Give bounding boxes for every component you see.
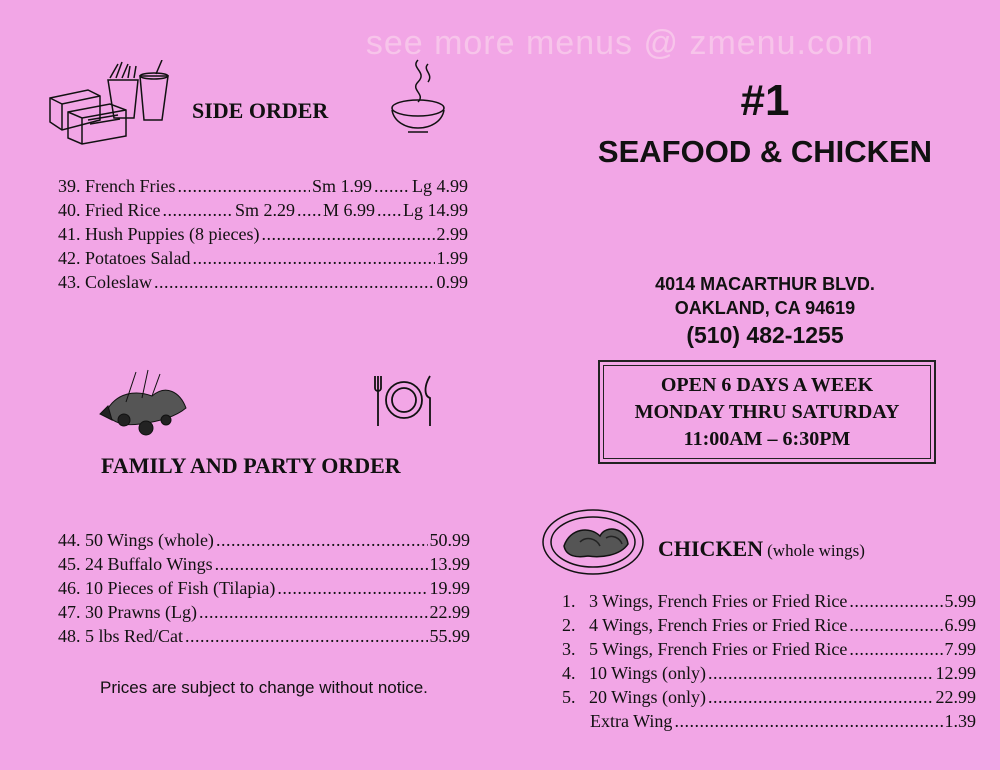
list-item: 1. 3 Wings, French Fries or Fried Rice ..... 5.99 [562, 589, 976, 613]
family-party-title: FAMILY AND PARTY ORDER [101, 453, 401, 478]
soup-bowl-icon [388, 56, 450, 146]
list-item: 42. Potatoes Salad ..... 1.99 [58, 246, 468, 270]
list-item: 41. Hush Puppies (8 pieces) ..... 2.99 [58, 222, 468, 246]
list-item: 48. 5 lbs Red/Cat ..... 55.99 [58, 624, 470, 648]
hours-line-3: 11:00AM – 6:30PM [683, 428, 851, 450]
list-item: 43. Coleslaw ..... 0.99 [58, 270, 468, 294]
hours-line-2: MONDAY THRU SATURDAY [634, 401, 900, 423]
restaurant-number: #1 [740, 76, 790, 125]
list-item: 5. 20 Wings (only) ..... 22.99 [562, 685, 976, 709]
list-item: 2. 4 Wings, French Fries or Fried Rice ..... 6.99 [562, 613, 976, 637]
address-line-1: 4014 MACARTHUR BLVD. [655, 274, 875, 294]
list-item: 47. 30 Prawns (Lg) ..... 22.99 [58, 600, 470, 624]
list-item: Extra Wing ..... 1.39 [562, 709, 976, 733]
price-note: Prices are subject to change without notice. [100, 678, 428, 697]
family-party-list [58, 528, 470, 648]
chicken-subtitle: (whole wings) [767, 541, 865, 560]
side-order-list [58, 174, 468, 294]
chicken-title: CHICKEN [658, 536, 764, 561]
side-order-title: SIDE ORDER [192, 98, 329, 123]
hours-line-1: OPEN 6 DAYS A WEEK [660, 374, 874, 396]
chicken-heading [658, 536, 865, 562]
address-line-2: OAKLAND, CA 94619 [674, 298, 856, 318]
list-item: 39. French Fries ..... Sm 1.99 ..... Lg 4.99 [58, 174, 468, 198]
phone-number: (510) 482-1255 [686, 322, 844, 348]
chicken-list [562, 589, 976, 733]
seafood-platter-icon [96, 362, 192, 442]
list-item: 3. 5 Wings, French Fries or Fried Rice ..... 7.99 [562, 637, 976, 661]
list-item: 40. Fried Rice ..... Sm 2.29 ..... M 6.99 ..... Lg 14.99 [58, 198, 468, 222]
chicken-wings-plate-icon [540, 506, 646, 578]
list-item: 46. 10 Pieces of Fish (Tilapia) ..... 19.99 [58, 576, 470, 600]
restaurant-name: SEAFOOD & CHICKEN [597, 134, 933, 169]
plate-fork-knife-icon [372, 372, 436, 430]
list-item: 4. 10 Wings (only) ..... 12.99 [562, 661, 976, 685]
fries-drink-box-icon [48, 60, 172, 150]
hours-box [598, 360, 936, 464]
list-item: 44. 50 Wings (whole) ..... 50.99 [58, 528, 470, 552]
list-item: 45. 24 Buffalo Wings ..... 13.99 [58, 552, 470, 576]
watermark: see more menus @ zmenu.com [365, 24, 875, 62]
